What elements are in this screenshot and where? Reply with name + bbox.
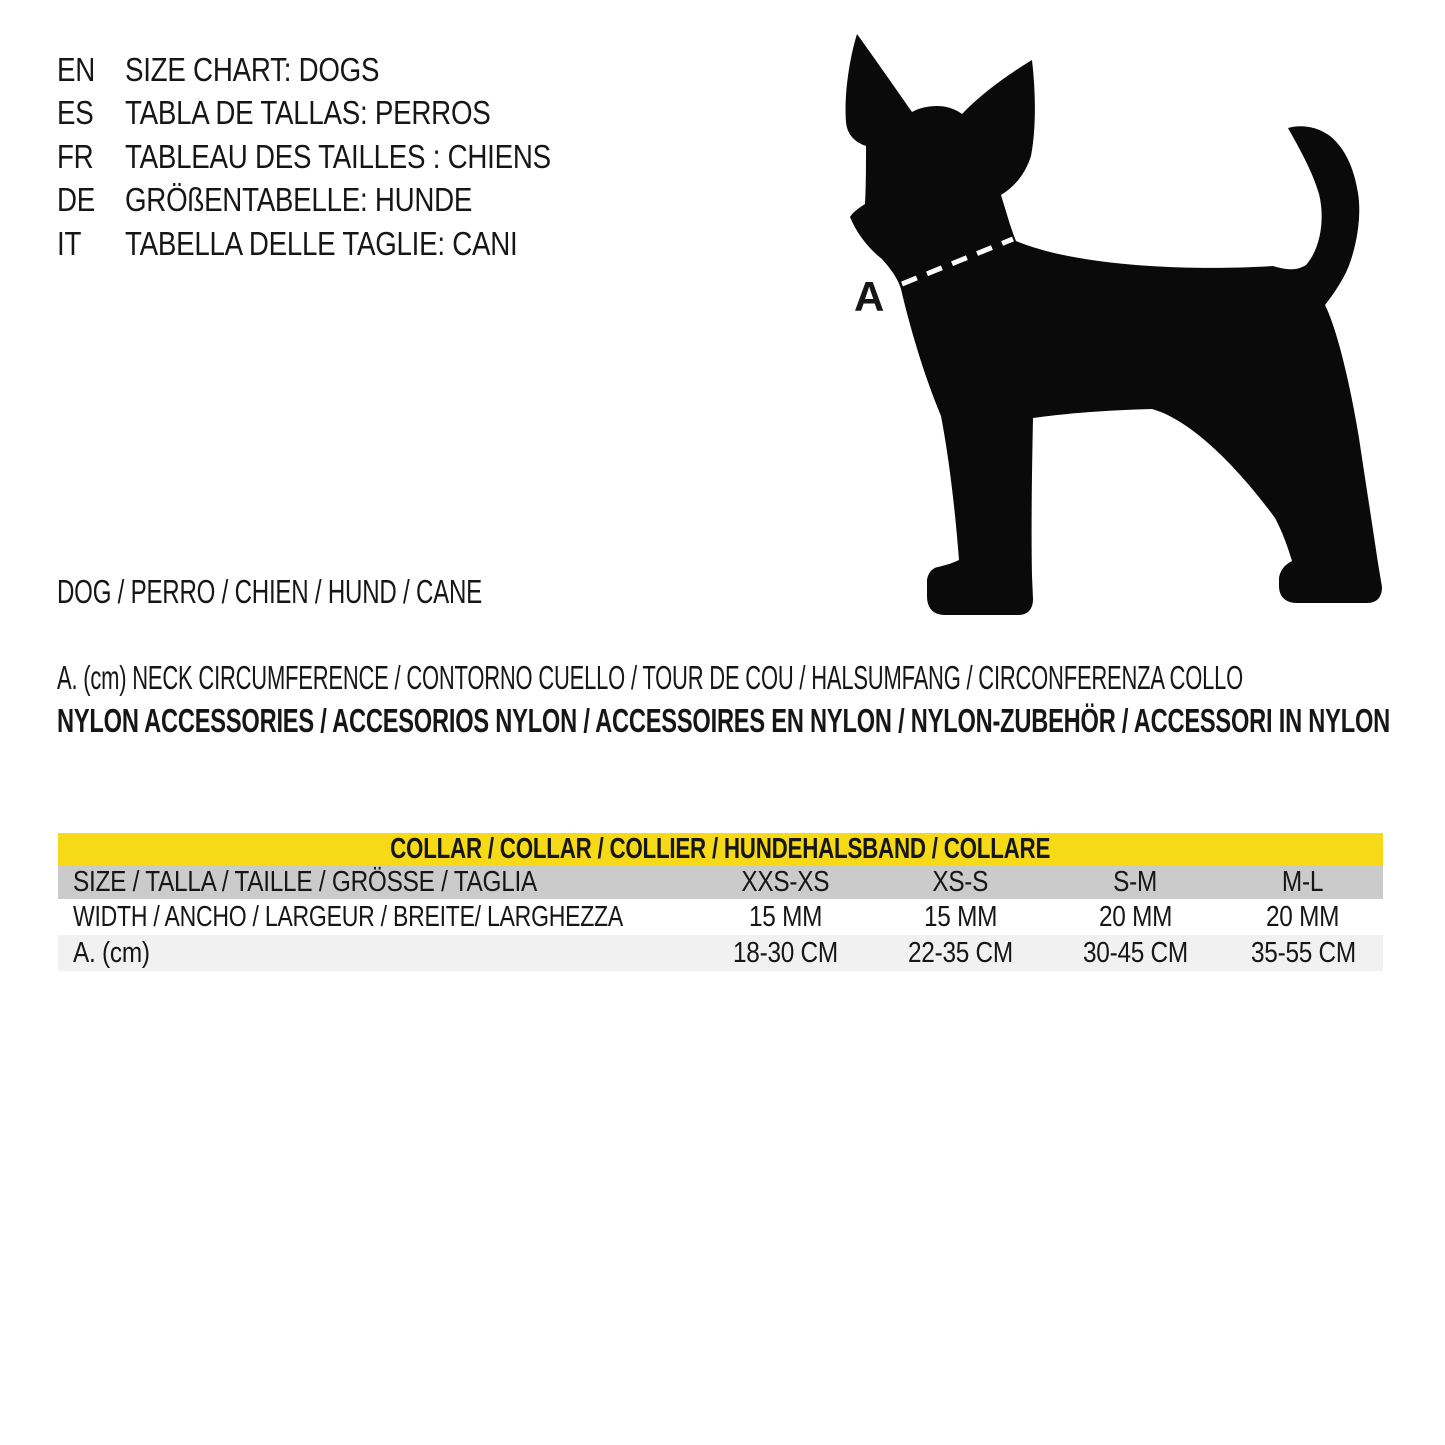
table-title-row (58, 833, 1383, 866)
dog-silhouette-icon (820, 18, 1420, 640)
neck-value: 22-35 CM (908, 936, 1013, 969)
measure-label-a: A (854, 273, 885, 320)
table-row-size (58, 866, 1383, 899)
size-chart-title: TABELLA DELLE TAGLIE: CANI (125, 224, 518, 262)
language-row (57, 48, 632, 92)
size-chart-title: TABLEAU DES TAILLES : CHIENS (125, 137, 551, 175)
language-row (57, 222, 632, 266)
neck-value: 30-45 CM (1083, 936, 1188, 969)
language-row (57, 179, 632, 223)
nylon-accessories-note (57, 700, 1445, 741)
neck-value: 35-55 CM (1250, 936, 1356, 969)
size-value: M-L (1282, 866, 1324, 898)
neck-circumference-note (57, 657, 1445, 698)
nylon-accessories-note-text: NYLON ACCESSORIES / ACCESORIOS NYLON / ACCESSOIRES EN NYLON / NYLON-ZUBEHÖR / ACCESSORI IN NYLON (57, 701, 1390, 739)
row-label: SIZE / TALLA / TAILLE / GRÖSSE / TAGLIA (73, 866, 538, 898)
width-value: 20 MM (1098, 900, 1173, 933)
row-label: A. (cm) (73, 936, 150, 969)
language-code: EN (57, 50, 96, 88)
dog-caption (57, 570, 639, 613)
table-row-neck (58, 935, 1383, 971)
language-row (57, 135, 632, 179)
language-row (57, 92, 632, 136)
size-chart-title: SIZE CHART: DOGS (125, 50, 380, 88)
collar-size-table (58, 833, 1383, 971)
row-label: WIDTH / ANCHO / LARGEUR / BREITE/ LARGHEZZA (73, 900, 623, 933)
width-value: 15 MM (748, 900, 823, 933)
width-value: 15 MM (923, 900, 998, 933)
language-list (57, 48, 632, 266)
width-value: 20 MM (1266, 900, 1340, 933)
dog-caption-text: DOG / PERRO / CHIEN / HUND / CANE (57, 572, 482, 610)
language-code: DE (57, 181, 96, 219)
size-chart-title: TABLA DE TALLAS: PERROS (125, 94, 491, 132)
dog-body-silhouette (846, 34, 1382, 615)
dog-diagram (820, 18, 1420, 640)
table-row-width (58, 899, 1383, 935)
language-code: ES (57, 94, 94, 132)
language-code: FR (57, 137, 94, 175)
size-value: S-M (1113, 866, 1158, 898)
size-chart-title: GRÖßENTABELLE: HUNDE (125, 181, 473, 219)
size-value: XS-S (932, 866, 989, 898)
neck-circumference-note-text: A. (cm) NECK CIRCUMFERENCE / CONTORNO CUELLO / TOUR DE COU / HALSUMFANG / CIRCONFERENZA COLLO (57, 658, 1243, 696)
language-code: IT (57, 224, 82, 262)
table-title: COLLAR / COLLAR / COLLIER / HUNDEHALSBAND / COLLARE (390, 833, 1051, 865)
neck-value: 18-30 CM (733, 936, 838, 969)
size-value: XXS-XS (741, 866, 830, 898)
